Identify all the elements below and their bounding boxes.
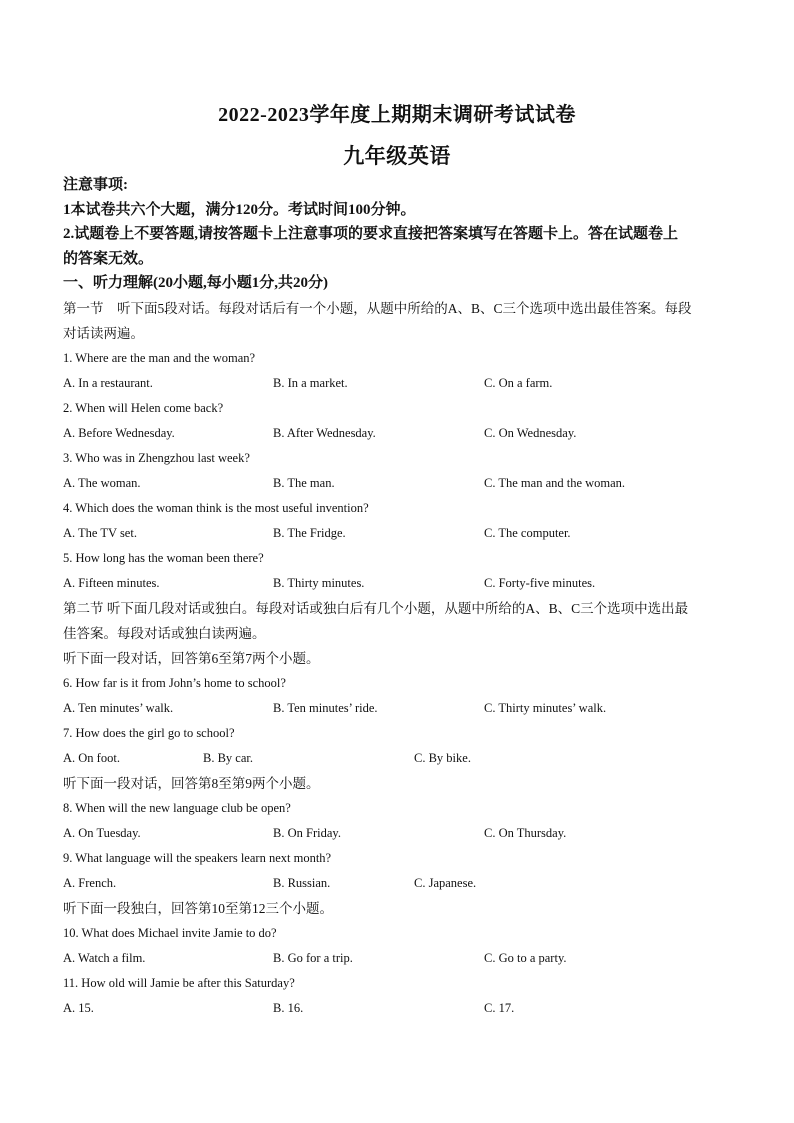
option-c: C. Thirty minutes’ walk. (484, 701, 607, 715)
notes-item-2-line-1: 2.试题卷上不要答题,请按答题卡上注意事项的要求直接把答案填写在答题卡上。答在试题卷上 (63, 226, 679, 242)
option-c: C. On Wednesday. (484, 426, 577, 440)
option-a: A. On foot. (63, 751, 120, 765)
option-a: A. In a restaurant. (63, 376, 153, 390)
option-c: C. The man and the woman. (484, 476, 626, 490)
notes-item-2-line-2: 的答案无效。 (63, 250, 154, 267)
question-10: 10. What does Michael invite Jamie to do? (63, 926, 277, 940)
option-c: C. On a farm. (484, 376, 553, 390)
options-7 (63, 746, 733, 771)
options-2 (63, 421, 733, 446)
group-instruction-8-9: 听下面一段对话，回答第8至第9两个小题。 (63, 776, 320, 791)
exam-title: 2022-2023学年度上期期末调研考试试卷 (218, 104, 576, 126)
question-4: 4. Which does the woman think is the most useful invention? (63, 501, 369, 515)
listening-section (63, 296, 733, 1021)
options-11 (63, 996, 733, 1021)
option-c: C. On Thursday. (484, 826, 567, 840)
options-5 (63, 571, 733, 596)
question-1: 1. Where are the man and the woman? (63, 351, 256, 365)
option-b: B. In a market. (273, 376, 348, 390)
option-a: A. On Tuesday. (63, 826, 141, 840)
option-a: A. The woman. (63, 476, 141, 490)
options-1 (63, 371, 733, 396)
section2-instruction-line-1: 第二节 听下面几段对话或独白。每段对话或独白后有几个小题，从题中所给的A、B、C三个选项中选出最 (63, 601, 689, 616)
option-a: A. French. (63, 876, 117, 890)
options-10 (63, 946, 733, 971)
option-a: A. Ten minutes’ walk. (63, 701, 174, 715)
notes-block (63, 173, 733, 296)
options-4 (63, 521, 733, 546)
options-8 (63, 821, 733, 846)
question-7: 7. How does the girl go to school? (63, 726, 235, 740)
section1-instruction-line-2: 对话读两遍。 (63, 326, 144, 341)
section2-instruction-line-2: 佳答案。每段对话或独白读两遍。 (63, 626, 266, 641)
option-a: A. Fifteen minutes. (63, 576, 160, 590)
notes-heading: 注意事项: (63, 177, 128, 193)
option-b: B. By car. (203, 751, 253, 765)
option-b: B. After Wednesday. (273, 426, 376, 440)
question-2: 2. When will Helen come back? (63, 401, 224, 415)
option-c: C. Forty-five minutes. (484, 576, 596, 590)
option-b: B. Go for a trip. (273, 951, 353, 965)
options-6 (63, 696, 733, 721)
option-b: B. Russian. (273, 876, 331, 890)
option-a: A. 15. (63, 1001, 94, 1015)
option-c: C. 17. (484, 1001, 515, 1015)
option-c: C. The computer. (484, 526, 571, 540)
option-b: B. The man. (273, 476, 335, 490)
option-c: C. Japanese. (414, 876, 477, 890)
option-b: B. The Fridge. (273, 526, 346, 540)
option-a: A. Before Wednesday. (63, 426, 175, 440)
exam-subtitle: 九年级英语 (343, 144, 451, 168)
question-9: 9. What language will the speakers learn next month? (63, 851, 332, 865)
question-3: 3. Who was in Zhengzhou last week? (63, 451, 250, 465)
option-c: C. Go to a party. (484, 951, 567, 965)
part1-heading: 一、听力理解(20小题,每小题1分,共20分) (63, 275, 328, 291)
option-b: B. Ten minutes’ ride. (273, 701, 378, 715)
option-c: C. By bike. (414, 751, 471, 765)
option-b: B. 16. (273, 1001, 304, 1015)
options-9 (63, 871, 733, 896)
option-a: A. Watch a film. (63, 951, 146, 965)
notes-item-1: 1本试卷共六个大题，满分120分。考试时间100分钟。 (63, 201, 416, 218)
options-3 (63, 471, 733, 496)
question-6: 6. How far is it from John’s home to school? (63, 676, 286, 690)
group-instruction-10-12: 听下面一段独白，回答第10至第12三个小题。 (63, 901, 333, 916)
question-11: 11. How old will Jamie be after this Saturday? (63, 976, 295, 990)
section1-instruction-line-1: 第一节 听下面5段对话。每段对话后有一个小题，从题中所给的A、B、C三个选项中选出最佳答案。每段 (63, 301, 692, 316)
question-8: 8. When will the new language club be open? (63, 801, 291, 815)
group-instruction-6-7: 听下面一段对话，回答第6至第7两个小题。 (63, 651, 320, 666)
option-a: A. The TV set. (63, 526, 137, 540)
option-b: B. Thirty minutes. (273, 576, 365, 590)
option-b: B. On Friday. (273, 826, 341, 840)
question-5: 5. How long has the woman been there? (63, 551, 264, 565)
